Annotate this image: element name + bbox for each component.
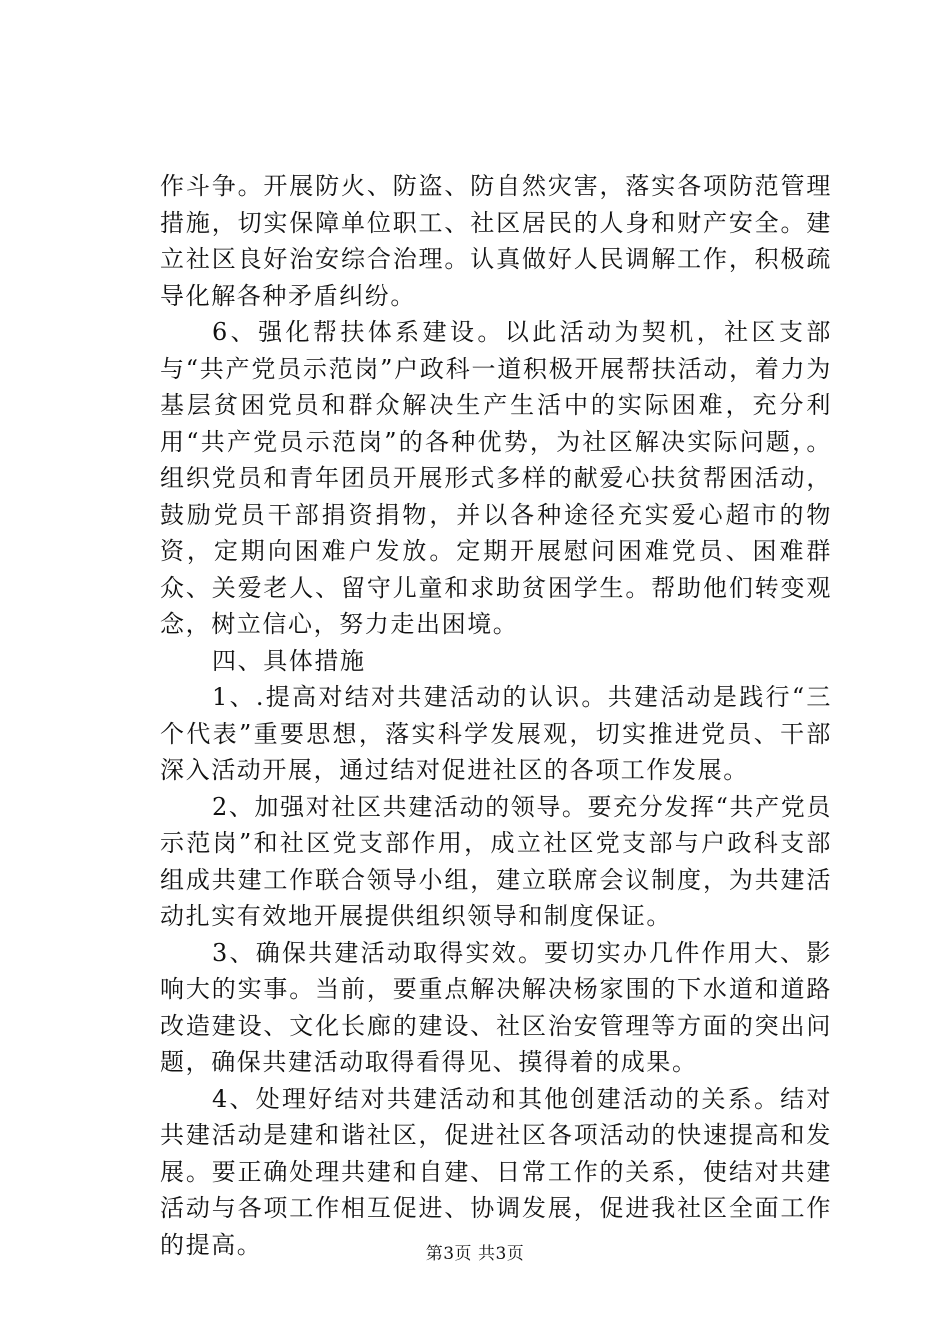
section-heading: 四、具体措施 <box>212 646 366 675</box>
paragraph-6: 4、处理好结对共建活动和其他创建活动的关系。结对共建活动是建和谐社区，促进社区各项活动的快速提高和发展。要正确处理共建和自建、日常工作的关系，使结对共建活动与各项工作相互促进、协调发展，促进我社区全面工作的提高。 <box>160 1084 832 1259</box>
paragraph-4: 2、加强对社区共建活动的领导。要充分发挥“共产党员示范岗”和社区党支部作用，成立社区党支部与户政科支部组成共建工作联合领导小组，建立联席会议制度，为共建活动扎实有效地开展提供组织领导和制度保证。 <box>160 792 832 930</box>
document-body <box>160 168 832 1263</box>
page-number-footer: 第3页 共3页 <box>425 1244 525 1264</box>
paragraph-1: 作斗争。开展防火、防盗、防自然灾害，落实各项防范管理措施，切实保障单位职工、社区居民的人身和财产安全。建立社区良好治安综合治理。认真做好人民调解工作，积极疏导化解各种矛盾纠纷。 <box>160 172 832 310</box>
paragraph-5: 3、确保共建活动取得实效。要切实办几件作用大、影响大的实事。当前，要重点解决解决杨家围的下水道和道路改造建设、文化长廊的建设、社区治安管理等方面的突出问题，确保共建活动取得看得见、摸得着的成果。 <box>160 938 832 1076</box>
paragraph-2: 6、强化帮扶体系建设。以此活动为契机，社区支部与“共产党员示范岗”户政科一道积极开展帮扶活动，着力为基层贫困党员和群众解决生产生活中的实际困难，充分利用“共产党员示范岗”的各种优势，为社区解决实际问题，。组织党员和青年团员开展形式多样的献爱心扶贫帮困活动，鼓励党员干部捐资捐物，并以各种途径充实爱心超市的物资，定期向困难户发放。定期开展慰问困难党员、困难群众、关爱老人、留守儿童和求助贫困学生。帮助他们转变观念，树立信心，努力走出困境。 <box>160 318 832 638</box>
paragraph-3: 1、.提高对结对共建活动的认识。共建活动是践行“三个代表”重要思想，落实科学发展观，切实推进党员、干部深入活动开展，通过结对促进社区的各项工作发展。 <box>160 683 832 784</box>
